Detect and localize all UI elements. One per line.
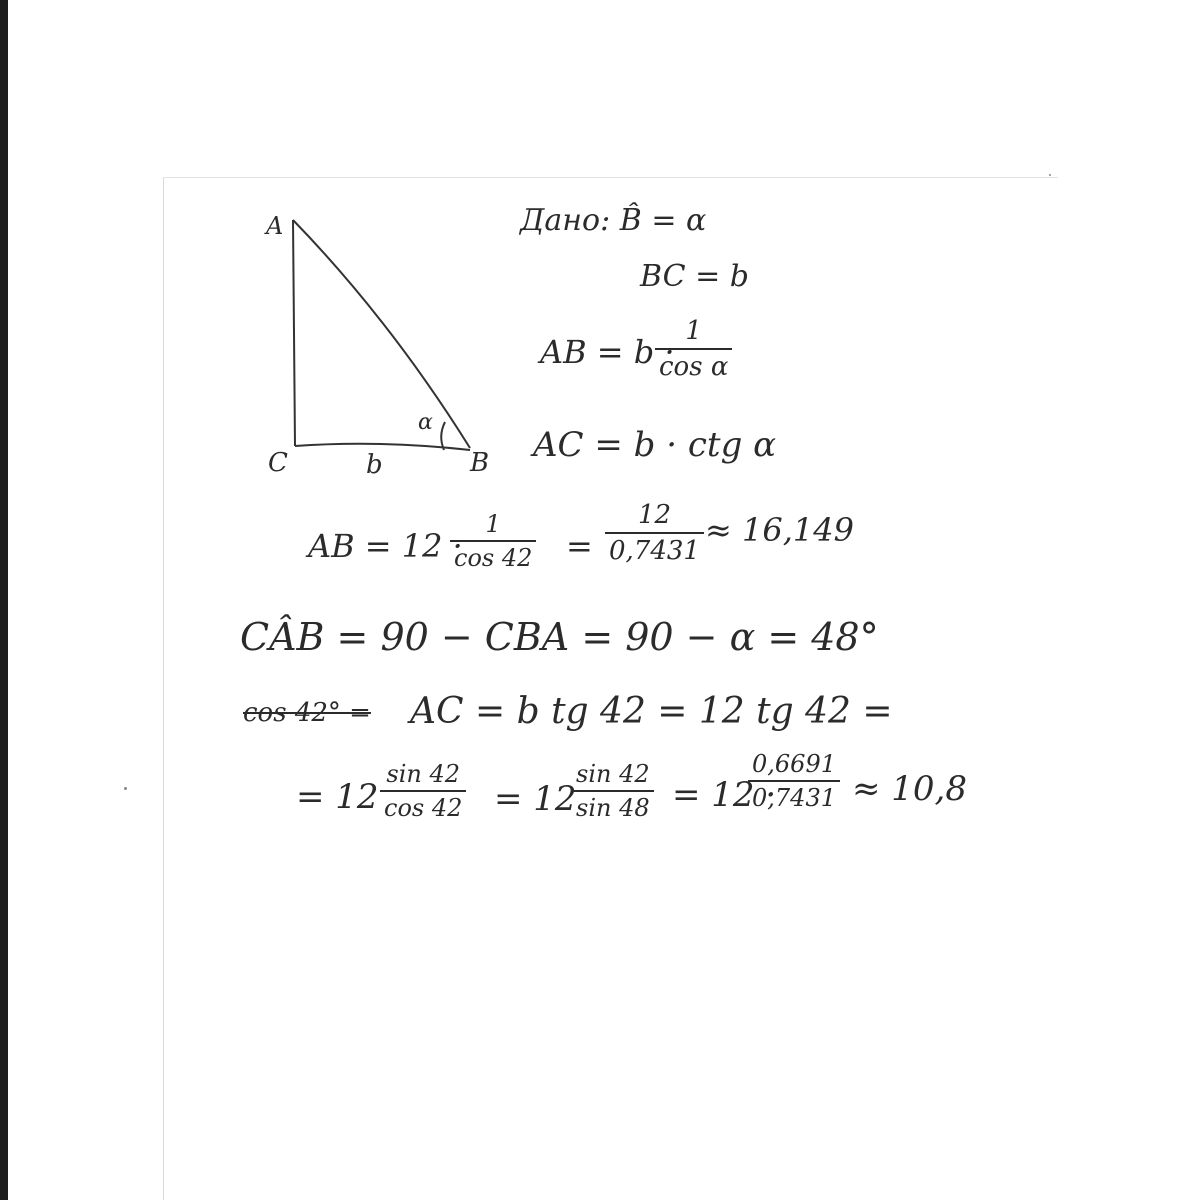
formula-ab-fraction (655, 318, 732, 380)
vertex-label-b: B (470, 448, 490, 478)
fraction-numerator: 12 (637, 500, 672, 530)
given-bc: BC = b (640, 259, 749, 294)
side-label-b: b (366, 450, 383, 480)
angle-cab-line: CÂB = 90 − CBA = 90 − α = 48° (240, 615, 879, 659)
final-fraction-1 (380, 762, 466, 820)
final-part-1: = 12 (296, 777, 379, 817)
calc-ab-lhs: AB = 12 · (308, 527, 463, 565)
final-fraction-3 (748, 752, 840, 810)
formula-ab-lhs: AB = b · (540, 333, 675, 371)
final-result: ≈ 10,8 (852, 769, 967, 809)
fraction-denominator: 0,7431 (609, 536, 700, 566)
calc-ab-equals: = (566, 527, 593, 565)
formula-ac: AC = b · ctg α (533, 425, 777, 465)
fraction-numerator: sin 42 (386, 760, 460, 788)
given-angle-b: Дано: B̂ = α (520, 203, 707, 238)
angle-arc (441, 422, 445, 450)
final-part-3: = 12 · (672, 775, 777, 815)
angle-label-alpha: α (418, 410, 433, 435)
fraction-numerator: 0,6691 (752, 750, 836, 778)
fraction-denominator: cos 42 (384, 794, 463, 822)
final-part-2: = 12 (494, 779, 577, 819)
side-ab (293, 220, 470, 448)
vertex-label-c: C (268, 448, 288, 478)
calc-ab-fraction-1 (450, 512, 536, 570)
struck-cos-42: cos 42° = (243, 698, 371, 728)
fraction-numerator: 1 (485, 510, 501, 538)
fraction-numerator: sin 42 (576, 760, 650, 788)
side-ac (293, 220, 295, 446)
calc-ab-fraction-2 (605, 502, 704, 564)
fraction-denominator: cos α (659, 352, 729, 382)
fraction-numerator: 1 (685, 316, 702, 346)
vertex-label-a: A (266, 212, 284, 240)
fraction-denominator: cos 42 (454, 544, 533, 572)
calc-ab-result: ≈ 16,149 (705, 511, 854, 549)
final-fraction-2 (572, 762, 654, 820)
fraction-denominator: 0,7431 (752, 784, 836, 812)
fraction-denominator: sin 48 (576, 794, 650, 822)
ac-tangent-line: AC = b tg 42 = 12 tg 42 = (410, 691, 893, 732)
